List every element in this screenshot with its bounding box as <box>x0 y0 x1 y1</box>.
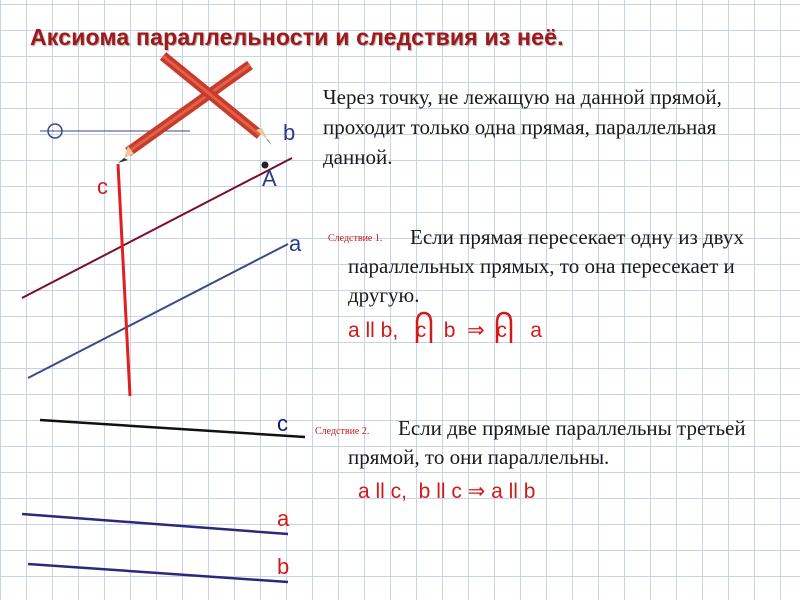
formula1-a: a <box>530 319 542 342</box>
intersect-symbol-icon <box>413 309 435 345</box>
line-b-lower <box>28 564 288 582</box>
formula1-c1-intersects: c <box>416 319 427 343</box>
label-point-A: A <box>262 166 277 191</box>
formula1-c2-intersects: c <box>496 319 507 343</box>
pencil-right-icon <box>163 56 272 145</box>
line-a-lower <box>22 514 288 534</box>
formula1-arrow: ⇒ <box>467 319 485 342</box>
corollary1-label: Следствие 1. <box>328 233 383 244</box>
formula1-part1: a ll b, <box>348 319 399 342</box>
line-a <box>28 244 288 378</box>
label-c-lower: c <box>277 411 288 436</box>
page-title: Аксиома параллельности и следствия из неё. <box>30 24 564 50</box>
label-b-top: b <box>283 120 296 145</box>
label-c-left: c <box>97 174 108 199</box>
corollary2-label: Следствие 2. <box>315 426 370 437</box>
label-b-lower: b <box>277 554 290 579</box>
corollary2-formula: a ll c, b ll c ⇒ a ll b <box>358 480 536 503</box>
axiom-text: Через точку, не лежащую на данной прямой, проходит только одна прямая, параллельная данной. <box>323 85 722 169</box>
corollary2-text: Если две прямые параллельны третьей прямой, то они параллельны. <box>348 416 746 469</box>
corollary1-text: Если прямая пересекает одну из двух параллельных прямых, то она пересекает и другую. <box>348 225 744 307</box>
formula1-b: b <box>443 319 456 342</box>
label-a-mid: a <box>289 231 302 256</box>
line-c-transversal <box>118 164 130 396</box>
line-c-lower <box>40 420 305 437</box>
corollary1-formula <box>348 318 542 343</box>
label-a-lower: a <box>277 506 290 531</box>
line-b <box>22 158 292 298</box>
intersect-symbol-icon <box>493 309 515 345</box>
